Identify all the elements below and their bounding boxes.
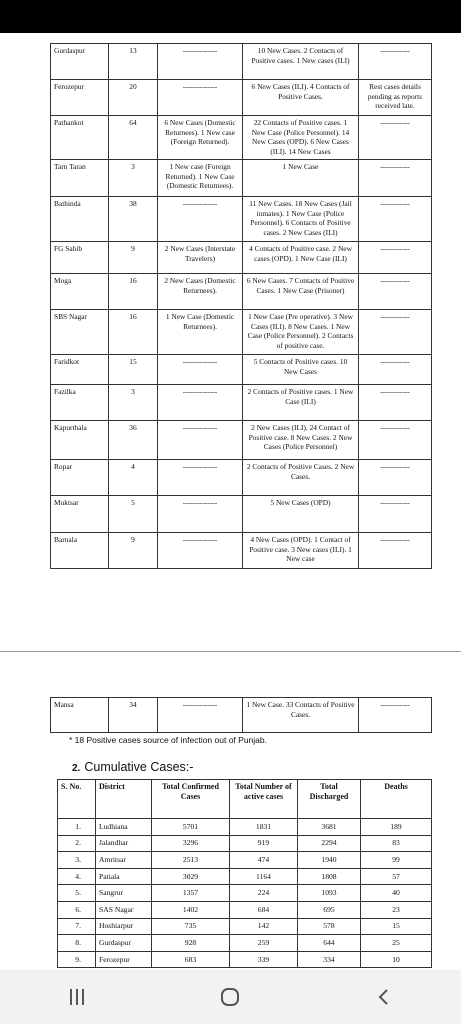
details-cell: 1 New Case (Pre operative). 3 New Cases (ILI). 8 New Cases. 1 New Case (Police Personnel). 2 Contacts of positive case. (243, 310, 359, 355)
cases-cell: 16 (109, 274, 158, 310)
cases-cell: 38 (109, 197, 158, 242)
home-icon (219, 986, 241, 1008)
sno-cell: 2. (58, 835, 96, 852)
remarks-cell: ------------ (359, 421, 432, 460)
discharged-cell: 334 (298, 951, 361, 968)
status-bar (0, 0, 461, 33)
discharged-cell: 644 (298, 935, 361, 952)
details-cell: 2 Contacts of Positive cases. 1 New Case (ILI) (243, 385, 359, 421)
district-cell: Ludhiana (96, 819, 152, 836)
deaths-cell: 40 (361, 885, 432, 902)
table-row (58, 868, 432, 885)
district-cell: Barnala (51, 533, 109, 569)
cases-cell: 3 (109, 160, 158, 197)
district-cell: Gurdaspur (96, 935, 152, 952)
deaths-cell: 57 (361, 868, 432, 885)
table-row (58, 951, 432, 968)
sno-cell: 9. (58, 951, 96, 968)
active-cell: 259 (230, 935, 298, 952)
confirmed-cell: 3296 (152, 835, 230, 852)
source-cell: -------------- (158, 197, 243, 242)
table-row (58, 918, 432, 935)
table-row (51, 496, 432, 533)
table-row (51, 80, 432, 116)
details-cell: 2 Contacts of Positive Cases. 2 New Cases. (243, 460, 359, 496)
source-cell: -------------- (158, 421, 243, 460)
district-cell: Tarn Taran (51, 160, 109, 197)
back-button[interactable] (354, 977, 414, 1017)
source-cell: -------------- (158, 385, 243, 421)
confirmed-cell: 683 (152, 951, 230, 968)
deaths-cell: 25 (361, 935, 432, 952)
details-cell: 10 New Cases. 2 Contacts of Positive cases. 1 New cases (ILI) (243, 44, 359, 80)
remarks-cell: ------------ (359, 310, 432, 355)
remarks-cell: ------------ (359, 242, 432, 274)
details-cell: 5 New Cases (OPD) (243, 496, 359, 533)
active-cell: 474 (230, 852, 298, 869)
sno-cell: 3. (58, 852, 96, 869)
details-cell: 4 Contacts of Positive case. 2 New cases (OPD). 1 New Case (ILI) (243, 242, 359, 274)
district-cell: SAS Nagar (96, 901, 152, 918)
header-sno: S. No. (58, 780, 96, 819)
remarks-cell: ------------ (359, 698, 432, 733)
source-cell: -------------- (158, 355, 243, 385)
district-cell: Jalandhar (96, 835, 152, 852)
deaths-cell: 10 (361, 951, 432, 968)
details-cell: 6 New Cases (ILI). 4 Contacts of Positive Cases. (243, 80, 359, 116)
recent-apps-button[interactable] (47, 977, 107, 1017)
district-cell: Faridkot (51, 355, 109, 385)
recent-apps-icon (67, 987, 87, 1007)
details-cell: 4 New Cases (OPD). 1 Contact of Positive case. 3 New cases (ILI). 1 New case (243, 533, 359, 569)
active-cell: 684 (230, 901, 298, 918)
table-row (51, 460, 432, 496)
confirmed-cell: 928 (152, 935, 230, 952)
navigation-bar (0, 970, 461, 1024)
table-row (51, 242, 432, 274)
district-cell: SBS Nagar (51, 310, 109, 355)
header-discharged: Total Discharged (298, 780, 361, 819)
page-divider (0, 651, 461, 652)
cases-cell: 34 (109, 698, 158, 733)
deaths-cell: 15 (361, 918, 432, 935)
source-cell: 2 New Cases (Interstate Travelers) (158, 242, 243, 274)
table-row (51, 116, 432, 160)
deaths-cell: 23 (361, 901, 432, 918)
source-cell: 1 New case (Foreign Returned). 1 New Case (Domestic Returnees). (158, 160, 243, 197)
source-cell: -------------- (158, 460, 243, 496)
remarks-cell: ------------ (359, 274, 432, 310)
active-cell: 1831 (230, 819, 298, 836)
table-row (51, 274, 432, 310)
remarks-cell: ------------ (359, 44, 432, 80)
discharged-cell: 2294 (298, 835, 361, 852)
confirmed-cell: 3029 (152, 868, 230, 885)
cases-cell: 16 (109, 310, 158, 355)
remarks-cell: ------------ (359, 385, 432, 421)
remarks-cell: ------------ (359, 533, 432, 569)
remarks-cell: ------------ (359, 160, 432, 197)
confirmed-cell: 735 (152, 918, 230, 935)
district-cell: Gurdaspur (51, 44, 109, 80)
cumulative-cases-table (57, 779, 432, 968)
sno-cell: 6. (58, 901, 96, 918)
cases-cell: 5 (109, 496, 158, 533)
table-row (58, 901, 432, 918)
active-cell: 919 (230, 835, 298, 852)
remarks-cell: ------------ (359, 355, 432, 385)
deaths-cell: 189 (361, 819, 432, 836)
table-row (58, 935, 432, 952)
details-cell: 11 New Cases. 18 New Cases (Jail inmates). 1 New Case (Police Personnel). 6 Contacts of Positive cases. 2 New Cases (ILI) (243, 197, 359, 242)
district-cell: Mansa (51, 698, 109, 733)
district-cell: Moga (51, 274, 109, 310)
district-cell: Amritsar (96, 852, 152, 869)
discharged-cell: 1940 (298, 852, 361, 869)
details-cell: 22 Contacts of Positive cases. 1 New Case (Police Personnel). 14 New Cases (OPD). 6 New Cases (ILI). 14 New Cases (243, 116, 359, 160)
district-cell: Ferozepur (51, 80, 109, 116)
sno-cell: 8. (58, 935, 96, 952)
table-row (51, 698, 432, 733)
table-row (51, 160, 432, 197)
section-heading (72, 760, 193, 774)
cases-cell: 20 (109, 80, 158, 116)
confirmed-cell: 5701 (152, 819, 230, 836)
cases-cell: 13 (109, 44, 158, 80)
remarks-cell: ------------ (359, 116, 432, 160)
confirmed-cell: 1402 (152, 901, 230, 918)
active-cell: 1164 (230, 868, 298, 885)
source-cell: -------------- (158, 496, 243, 533)
details-cell: 1 New Case (243, 160, 359, 197)
cases-cell: 36 (109, 421, 158, 460)
district-cell: Bathinda (51, 197, 109, 242)
table-row (51, 44, 432, 80)
table-row (58, 885, 432, 902)
sno-cell: 4. (58, 868, 96, 885)
table-row (51, 421, 432, 460)
details-cell: 1 New Case. 33 Contacts of Positive Cases. (243, 698, 359, 733)
home-button[interactable] (200, 977, 260, 1017)
details-cell: 5 Contacts of Positive cases. 10 New Cases (243, 355, 359, 385)
table-row (58, 819, 432, 836)
source-cell: 6 New Cases (Domestic Returnees). 1 New case (Foreign Returned). (158, 116, 243, 160)
sno-cell: 5. (58, 885, 96, 902)
active-cell: 224 (230, 885, 298, 902)
source-cell: 1 New Case (Domestic Returnees). (158, 310, 243, 355)
cases-cell: 9 (109, 533, 158, 569)
remarks-cell: ------------ (359, 197, 432, 242)
district-cell: Hoshiarpur (96, 918, 152, 935)
discharged-cell: 578 (298, 918, 361, 935)
table-row (51, 385, 432, 421)
cases-cell: 64 (109, 116, 158, 160)
district-cell: Ferozepur (96, 951, 152, 968)
footnote: * 18 Positive cases source of infection out of Punjab. (69, 735, 267, 745)
section-title: Cumulative Cases:- (84, 760, 194, 774)
source-cell: -------------- (158, 698, 243, 733)
details-cell: 2 New Cases (ILI). 24 Contact of Positive case. 8 New Cases. 2 New Cases (Police Personnel) (243, 421, 359, 460)
active-cell: 339 (230, 951, 298, 968)
district-details-table (50, 43, 432, 569)
remarks-cell: ------------ (359, 460, 432, 496)
district-cell: Patiala (96, 868, 152, 885)
cases-cell: 9 (109, 242, 158, 274)
header-deaths: Deaths (361, 780, 432, 819)
district-cell: Sangrur (96, 885, 152, 902)
header-row (58, 780, 432, 819)
district-cell: Ropar (51, 460, 109, 496)
source-cell: -------------- (158, 80, 243, 116)
header-district: District (96, 780, 152, 819)
confirmed-cell: 2513 (152, 852, 230, 869)
table-row (51, 310, 432, 355)
sno-cell: 7. (58, 918, 96, 935)
section-number: 2. (72, 763, 81, 774)
details-cell: 6 New Cases. 7 Contacts of Positive Cases. 1 New Case (Prisoner) (243, 274, 359, 310)
source-cell: -------------- (158, 533, 243, 569)
header-active: Total Number of active cases (230, 780, 298, 819)
deaths-cell: 83 (361, 835, 432, 852)
remarks-cell: ------------ (359, 496, 432, 533)
district-cell: Fazilka (51, 385, 109, 421)
table-row (51, 197, 432, 242)
district-cell: Pathankot (51, 116, 109, 160)
confirmed-cell: 1357 (152, 885, 230, 902)
discharged-cell: 3681 (298, 819, 361, 836)
discharged-cell: 695 (298, 901, 361, 918)
table-row (58, 835, 432, 852)
district-cell: Kapurthala (51, 421, 109, 460)
back-icon (374, 987, 394, 1007)
deaths-cell: 99 (361, 852, 432, 869)
header-confirmed: Total Confirmed Cases (152, 780, 230, 819)
active-cell: 142 (230, 918, 298, 935)
mansa-table (50, 697, 432, 733)
district-cell: Muktsar (51, 496, 109, 533)
table-row (51, 355, 432, 385)
cases-cell: 15 (109, 355, 158, 385)
remarks-cell: Rest cases details pending as reports received late. (359, 80, 432, 116)
discharged-cell: 1093 (298, 885, 361, 902)
source-cell: -------------- (158, 44, 243, 80)
table-row (58, 852, 432, 869)
discharged-cell: 1808 (298, 868, 361, 885)
sno-cell: 1. (58, 819, 96, 836)
source-cell: 2 New Cases (Domestic Returnees). (158, 274, 243, 310)
cases-cell: 3 (109, 385, 158, 421)
table-row (51, 533, 432, 569)
cases-cell: 4 (109, 460, 158, 496)
district-cell: FG Sahib (51, 242, 109, 274)
